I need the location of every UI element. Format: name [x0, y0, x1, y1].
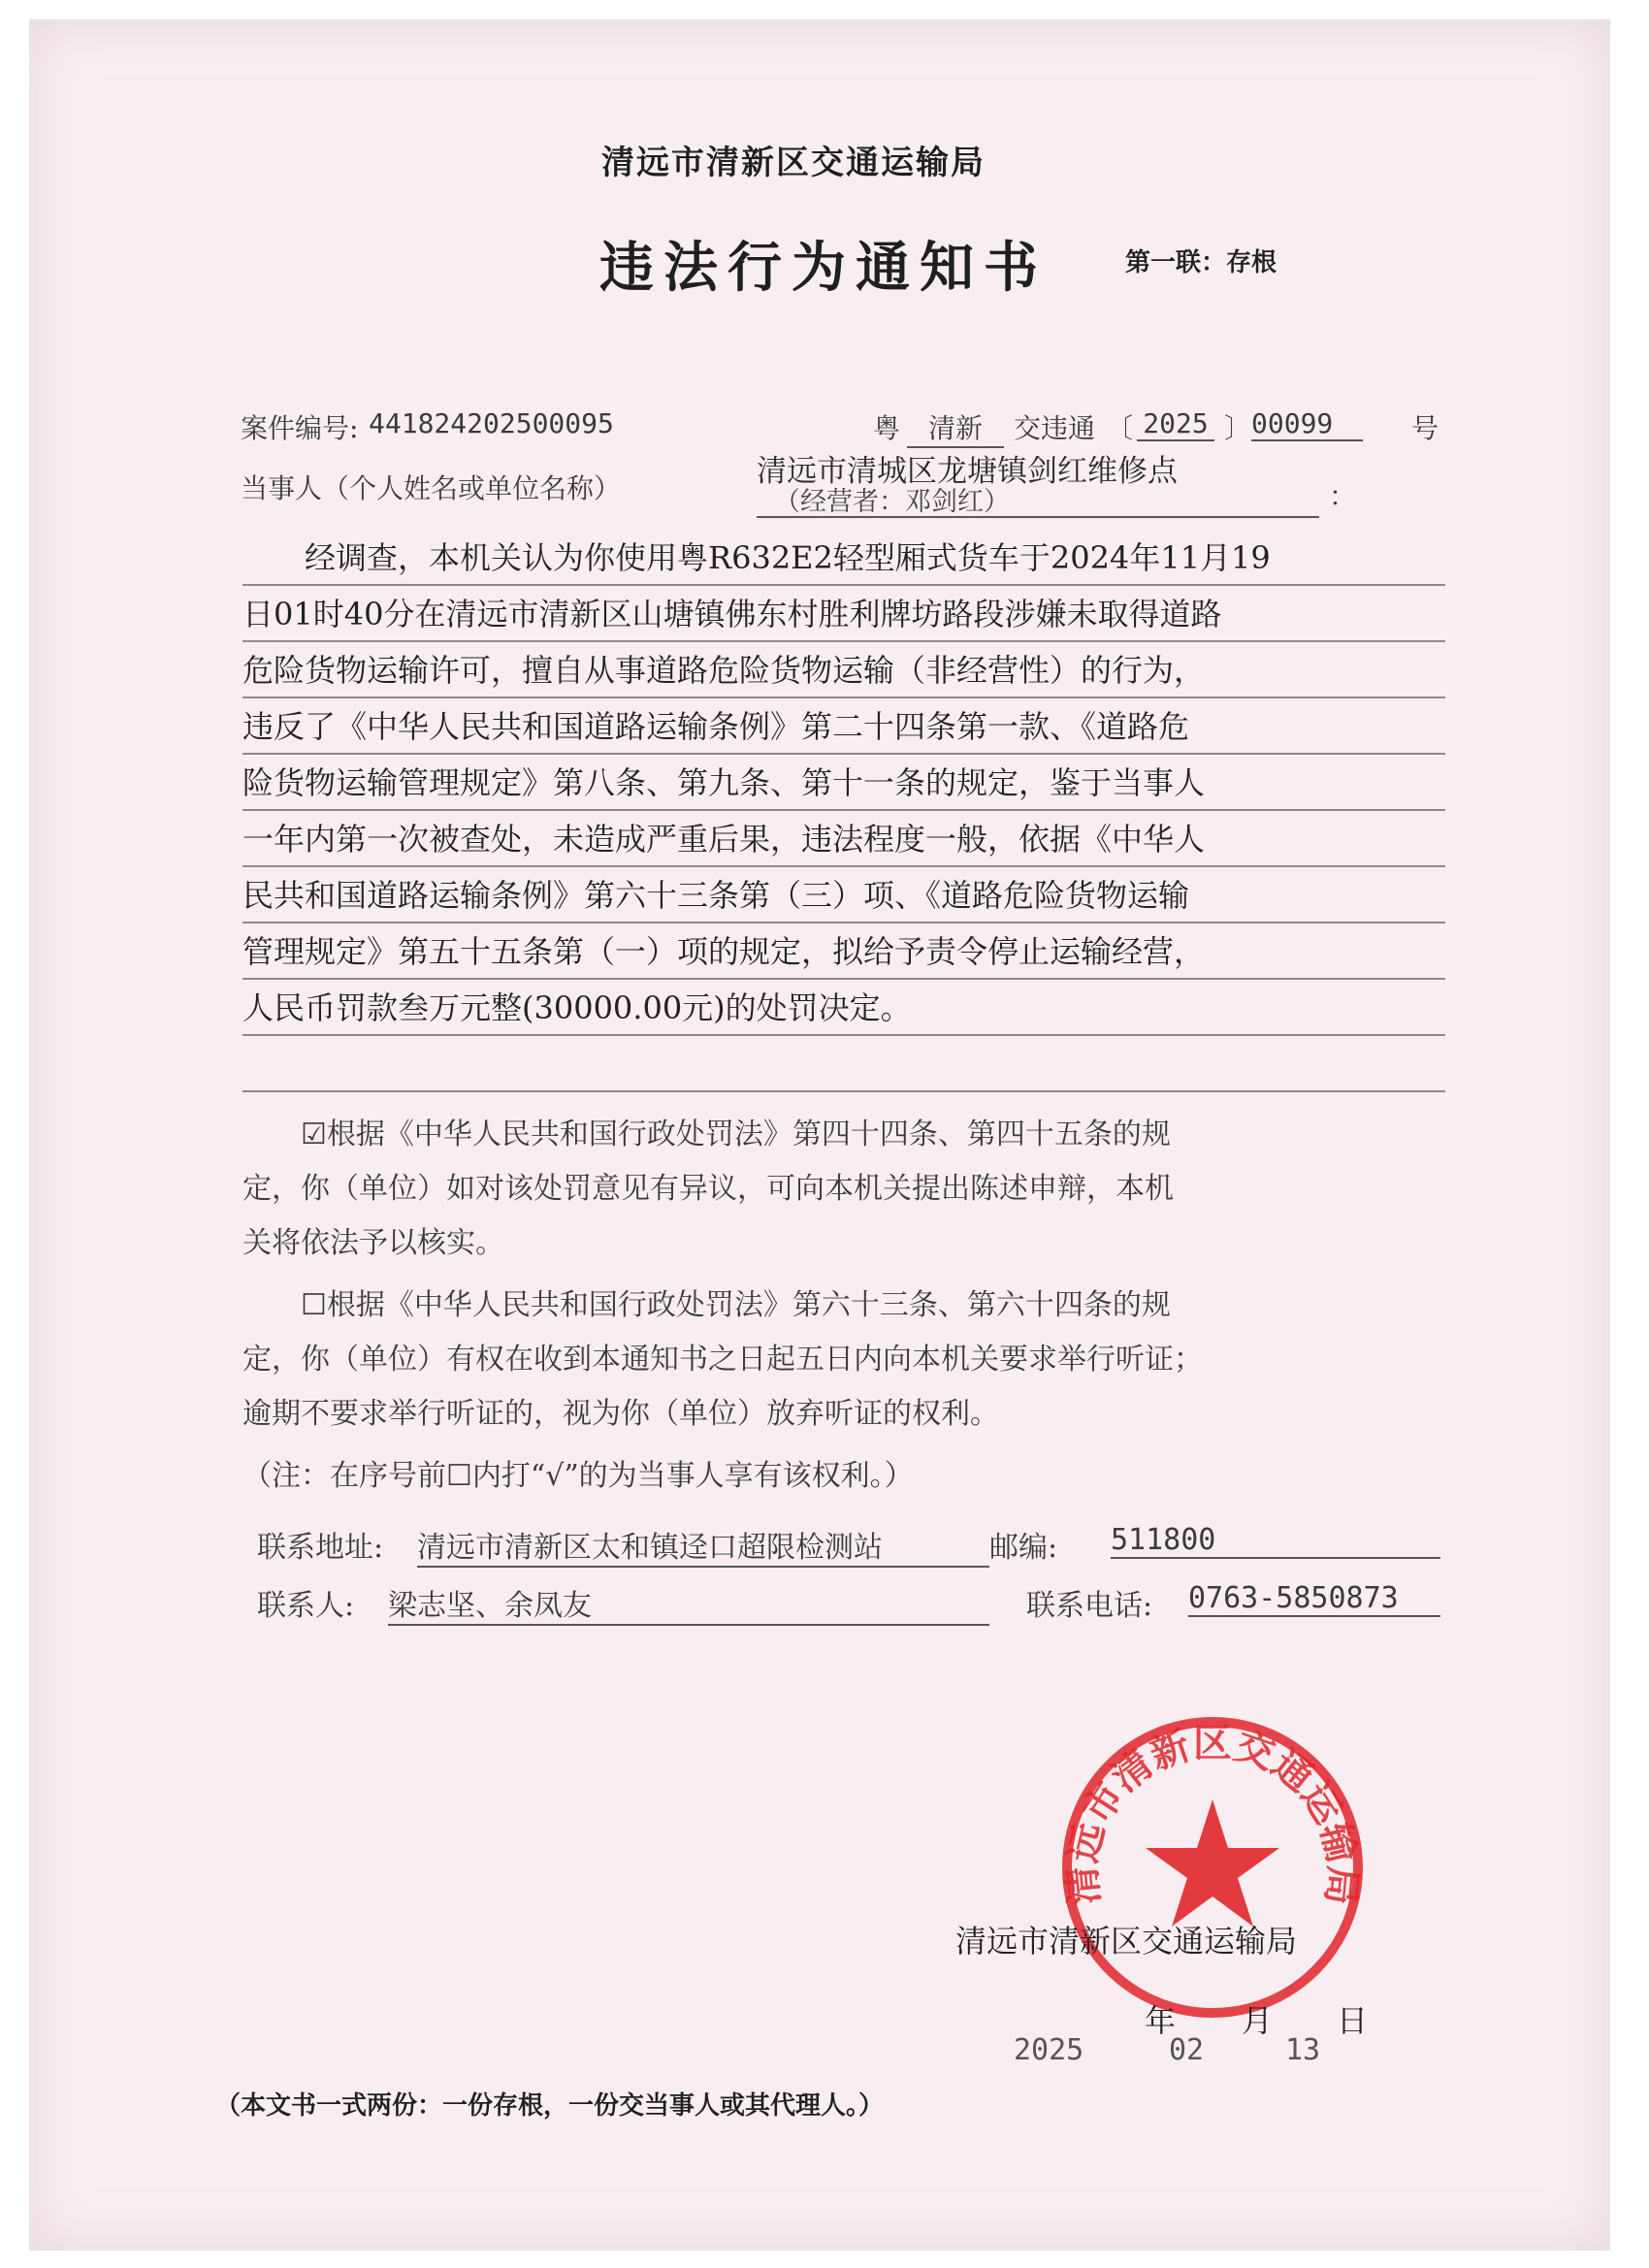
footer-note: （本文书一式两份：一份存根，一份交当事人或其代理人。）	[215, 2091, 885, 2121]
body-line: 日01时40分在清远市清新区山塘镇佛东村胜利牌坊路段涉嫌未取得道路	[242, 586, 1445, 642]
date-month: 02	[1169, 2033, 1205, 2067]
month-label: 月	[1242, 2002, 1274, 2039]
case-number: 441824202500095	[369, 407, 614, 439]
rights-item-1-line: 根据《中华人民共和国行政处罚法》第四十四条、第四十五条的规	[326, 1118, 1171, 1151]
body-line: 管理规定》第五十五条第（一）项的规定，拟给予责令停止运输经营，	[242, 923, 1445, 980]
doc-type: 交违通	[1014, 412, 1096, 444]
body-line: 人民币罚款叁万元整(30000.00元)的处罚决定。	[242, 980, 1445, 1036]
phone-value: 0763-5850873	[1188, 1581, 1440, 1617]
party-field	[757, 454, 1319, 518]
party-colon: ：	[1329, 480, 1357, 512]
case-number-label: 案件编号:	[241, 412, 359, 444]
phone-label: 联系电话:	[1026, 1589, 1153, 1623]
body-line	[242, 1036, 1445, 1092]
rights-item-2	[242, 1279, 1203, 1442]
party-operator: （经营者：邓剑红）	[774, 487, 1010, 517]
copy-label: 第一联：存根	[1125, 248, 1277, 277]
rights-item-2-line: 定，你（单位）有权在收到本通知书之日起五日内向本机关要求举行听证；	[242, 1343, 1203, 1377]
doc-prefix: 粤	[873, 412, 901, 444]
party-label: 当事人（个人姓名或单位名称）	[241, 472, 622, 504]
body-line: 违反了《中华人民共和国道路运输条例》第二十四条第一款、《道路危	[242, 698, 1445, 755]
doc-year-close: 〕	[1224, 412, 1252, 444]
doc-serial: 00099	[1251, 407, 1363, 441]
doc-year: 2025	[1137, 407, 1214, 441]
date-year: 2025	[1014, 2033, 1084, 2067]
issuing-organization: 清远市清新区交通运输局	[601, 144, 986, 182]
body-line: 一年内第一次被查处，未造成严重后果，违法程度一般，依据《中华人	[242, 811, 1445, 867]
notice-body	[242, 530, 1445, 1092]
address-label: 联系地址:	[257, 1531, 384, 1565]
contact-person-label: 联系人:	[257, 1589, 355, 1623]
official-seal	[1052, 1707, 1373, 2027]
checked-checkbox-icon: ☑	[301, 1118, 327, 1151]
rights-item-1-line: 关将依法予以核实。	[242, 1226, 504, 1260]
day-label: 日	[1337, 2002, 1369, 2039]
doc-year-open: 〔	[1106, 412, 1134, 444]
year-label: 年	[1145, 2002, 1177, 2039]
rights-item-2-line: 根据《中华人民共和国行政处罚法》第六十三条、第六十四条的规	[326, 1288, 1171, 1322]
body-line: 民共和国道路运输条例》第六十三条第（三）项、《道路危险货物运输	[242, 867, 1445, 923]
postcode-label: 邮编:	[989, 1531, 1058, 1565]
postcode-value: 511800	[1111, 1523, 1440, 1559]
doc-region: 清新	[907, 407, 1004, 448]
issuer-signature: 清远市清新区交通运输局	[955, 1923, 1298, 1960]
address-value: 清远市清新区太和镇迳口超限检测站	[417, 1523, 989, 1568]
rights-note: （注：在序号前☐内打“√”的为当事人享有该权利。）	[242, 1459, 914, 1493]
seal-star-icon	[1146, 1799, 1279, 1927]
rights-item-2-line: 逾期不要求举行听证的，视为你（单位）放弃听证的权利。	[242, 1397, 999, 1431]
document-title: 违法行为通知书	[599, 236, 1048, 300]
doc-suffix: 号	[1411, 412, 1439, 444]
empty-checkbox-icon: ☐	[301, 1288, 327, 1322]
rights-item-1-line: 定，你（单位）如对该处罚意见有异议，可向本机关提出陈述申辩，本机	[242, 1172, 1174, 1206]
contact-person-value: 梁志坚、余凤友	[388, 1581, 989, 1626]
body-line: 险货物运输管理规定》第八条、第九条、第十一条的规定，鉴于当事人	[242, 755, 1445, 811]
svg-text:清远市清新区交通运输局: 清远市清新区交通运输局	[1058, 1720, 1367, 1907]
party-name: 清远市清城区龙塘镇剑红维修点	[757, 454, 1178, 489]
rights-item-1	[242, 1108, 1174, 1271]
date-day: 13	[1285, 2033, 1321, 2067]
body-line: 经调查，本机关认为你使用粤R632E2轻型厢式货车于2024年11月19	[242, 530, 1445, 586]
body-line: 危险货物运输许可，擅自从事道路危险货物运输（非经营性）的行为，	[242, 642, 1445, 698]
